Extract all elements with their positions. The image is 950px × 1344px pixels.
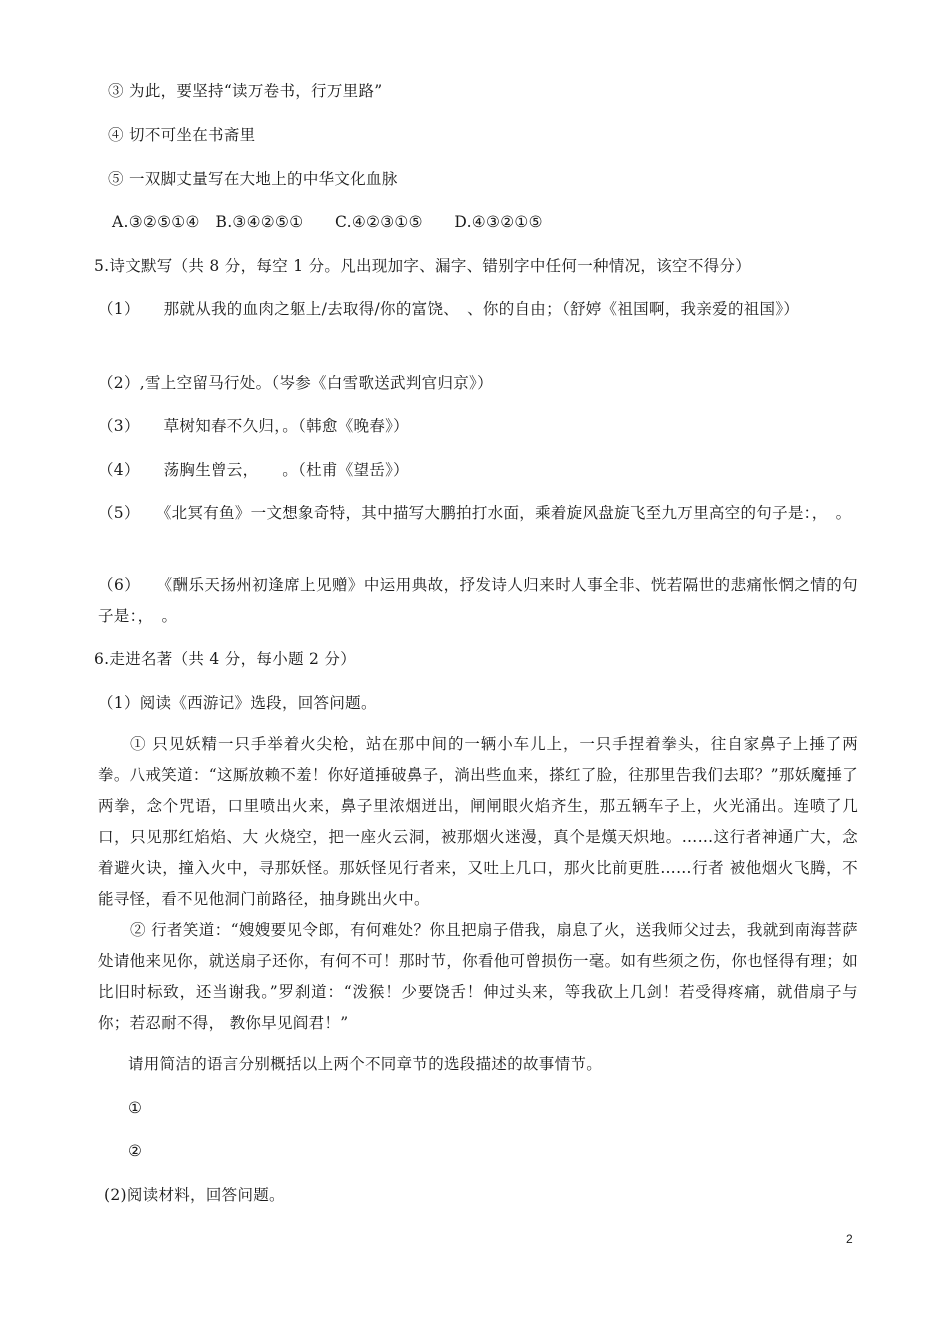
q5-sentence-5: （5） 《北冥有鱼》一文想象奇特，其中描写大鹏拍打水面，乘着旋风盘旋飞至九万里高空的句子是：， 。 xyxy=(98,504,852,522)
answer-options: A.③②⑤①④ B.③④②⑤① C.④②③①⑤ D.④③②①⑤ xyxy=(112,213,543,231)
q5-sentence-3: （3） 草树知春不久归，。（韩愈《晚春》） xyxy=(98,417,409,435)
q5-sentence-4: （4） 荡胸生曾云， 。（杜甫《望岳》） xyxy=(98,461,409,479)
q6-subquestion-2: (2)阅读材料，回答问题。 xyxy=(104,1186,285,1204)
q6-heading: 6.走进名著（共 4 分，每小题 2 分） xyxy=(94,650,357,668)
q5-sentence-6: （6） 《酬乐天扬州初逢席上见赠》中运用典故，抒发诗人归来时人事全非、恍若隔世的悲痛怅惘之情的句子是：， 。 xyxy=(98,576,858,625)
q6-answer-1: ① xyxy=(128,1099,143,1117)
option-item-5: ⑤ 一双脚丈量写在大地上的中华文化血脉 xyxy=(108,170,398,188)
q6-passage-1: ① 只见妖精一只手举着火尖枪，站在那中间的一辆小车儿上，一只手捏着拳头，往自家鼻子上捶了两拳。八戒笑道：“这厮放赖不羞！你好道捶破鼻子，淌出些血来，搽红了脸，往那里告我们去耶？”那妖魔捶了两拳，念个咒语，口里喷出火来，鼻子里浓烟迸出，闸闸眼火焰齐生，那五辆车子上，火光涌出。连喷了几口，只见那红焰焰、大 火烧空，把一座火云洞，被那烟火迷漫，真个是熯天炽地。……这行者神通广大，念着避火诀，撞入火中，寻那妖怪。那妖怪见行者来，又吐上几口，那火比前更胜……行者 被他烟火飞腾，不能寻怪，看不见他洞门前路径，抽身跳出火中。 xyxy=(98,735,858,908)
q6-prompt: 请用简洁的语言分别概括以上两个不同章节的选段描述的故事情节。 xyxy=(128,1055,603,1073)
q6-passage-2: ② 行者笑道：“嫂嫂要见令郎，有何难处？你且把扇子借我，扇息了火，送我师父过去，我就到南海菩萨处请他来见你，就送扇子还你，有何不可！那时节，你看他可曾损伤一毫。如有些须之伤，你也怪得有理；如比旧时标致，还当谢我。”罗刹道：“泼猴！少要饶舌！伸过头来，等我砍上几剑！若受得疼痛，就借扇子与你；若忍耐不得， 教你早见阎君！” xyxy=(98,921,858,1032)
q5-sentence-2: （2）,雪上空留马行处。（岑参《白雪歌送武判官归京》） xyxy=(98,374,493,392)
q5-sentence-1: （1） 那就从我的血肉之躯上/去取得/你的富饶、 、你的自由；（舒婷《祖国啊，我亲爱的祖国》） xyxy=(98,300,800,318)
option-item-3: ③ 为此，要坚持“读万卷书，行万里路” xyxy=(108,82,383,100)
q6-subquestion-1: （1）阅读《西游记》选段，回答问题。 xyxy=(98,694,377,712)
option-item-4: ④ 切不可坐在书斋里 xyxy=(108,126,256,144)
q5-heading: 5.诗文默写（共 8 分，每空 1 分。凡出现加字、漏字、错别字中任何一种情况，该空不得分） xyxy=(94,257,752,275)
page-number: 2 xyxy=(846,1232,853,1246)
q6-answer-2: ② xyxy=(128,1142,143,1160)
